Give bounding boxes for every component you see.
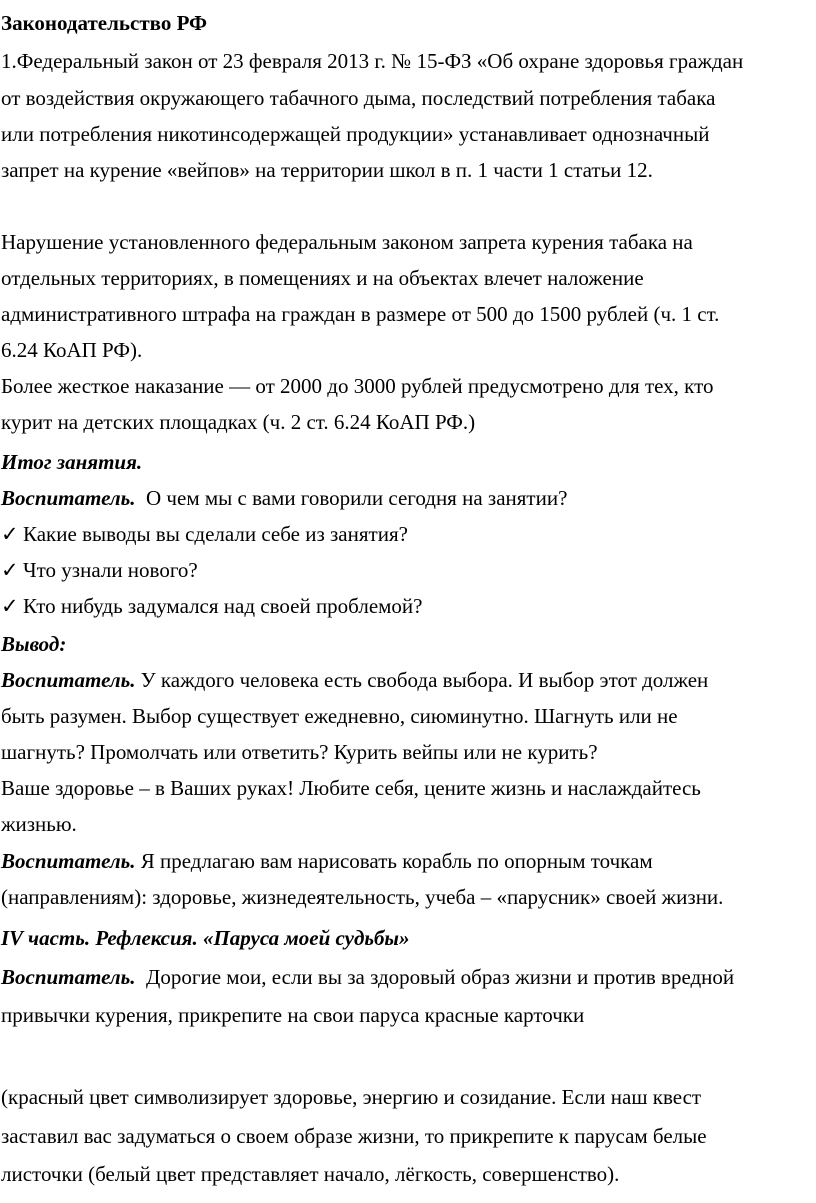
- fine-line: курит на детских площадках (ч. 2 ст. 6.24 КоАП РФ.): [1, 410, 476, 434]
- speaker-label: Воспитатель.: [1, 668, 136, 692]
- fine-line: Более жесткое наказание — от 2000 до 3000 рублей предусмотрено для тех, кто: [1, 374, 714, 398]
- part4-heading: IV часть. Рефлексия. «Паруса моей судьбы»: [1, 926, 410, 950]
- ship-line: [1, 848, 653, 874]
- law-line: запрет на курение «вейпов» на территории школ в п. 1 части 1 статьи 12.: [1, 158, 653, 182]
- conclusion-line: шагнуть? Промолчать или ответить? Курить вейпы или не курить?: [1, 740, 598, 764]
- checklist-text: Кто нибудь задумался над своей проблемой?: [23, 594, 423, 618]
- checklist-item: [1, 521, 408, 547]
- law-line: или потребления никотинсодержащей продукции» устанавливает однозначный: [1, 122, 710, 146]
- law-line: от воздействия окружающего табачного дыма, последствий потребления табака: [1, 86, 716, 110]
- summary-heading: Итог занятия.: [1, 450, 143, 474]
- checklist-item: [1, 557, 198, 583]
- fine-line: Нарушение установленного федеральным законом запрета курения табака на: [1, 230, 693, 254]
- final-line: листочки (белый цвет представляет начало, лёгкость, совершенство).: [1, 1162, 620, 1186]
- heading: Законодательство РФ: [1, 11, 208, 35]
- fine-line: административного штрафа на граждан в размере от 500 до 1500 рублей (ч. 1 ст.: [1, 302, 720, 326]
- ship-line: (направлениям): здоровье, жизнедеятельность, учеба – «парусник» своей жизни.: [1, 885, 724, 909]
- checkmark-icon: ✓: [1, 522, 19, 546]
- speaker-label: Воспитатель.: [1, 486, 136, 510]
- reflection-line: [1, 964, 734, 990]
- conclusion-heading: Вывод:: [1, 632, 67, 656]
- speaker-label: Воспитатель.: [1, 965, 136, 989]
- conclusion-text: У каждого человека есть свобода выбора. И выбор этот должен: [140, 668, 709, 692]
- fine-line: отдельных территориях, в помещениях и на объектах влечет наложение: [1, 266, 644, 290]
- summary-question-line: [1, 485, 567, 511]
- conclusion-line: Ваше здоровье – в Ваших руках! Любите себя, цените жизнь и наслаждайтесь: [1, 776, 701, 800]
- conclusion-line: [1, 667, 708, 693]
- final-line: заставил вас задуматься о своем образе жизни, то прикрепите к парусам белые: [1, 1124, 707, 1148]
- law-line: 1.Федеральный закон от 23 февраля 2013 г. № 15-ФЗ «Об охране здоровья граждан: [1, 49, 744, 73]
- ship-text: Я предлагаю вам нарисовать корабль по опорным точкам: [140, 849, 653, 873]
- reflection-line: привычки курения, прикрепите на свои паруса красные карточки: [1, 1003, 585, 1027]
- summary-question: О чем мы с вами говорили сегодня на занятии?: [146, 486, 568, 510]
- conclusion-line: быть разумен. Выбор существует ежедневно, сиюминутно. Шагнуть или не: [1, 704, 678, 728]
- fine-line: 6.24 КоАП РФ).: [1, 338, 143, 362]
- checklist-item: [1, 593, 423, 619]
- final-line: (красный цвет символизирует здоровье, энергию и созидание. Если наш квест: [1, 1085, 702, 1109]
- speaker-label: Воспитатель.: [1, 849, 136, 873]
- checkmark-icon: ✓: [1, 594, 19, 618]
- reflection-text: Дорогие мои, если вы за здоровый образ жизни и против вредной: [146, 965, 735, 989]
- checklist-text: Какие выводы вы сделали себе из занятия?: [23, 522, 408, 546]
- conclusion-line: жизнью.: [1, 812, 77, 836]
- checkmark-icon: ✓: [1, 558, 19, 582]
- checklist-text: Что узнали нового?: [23, 558, 198, 582]
